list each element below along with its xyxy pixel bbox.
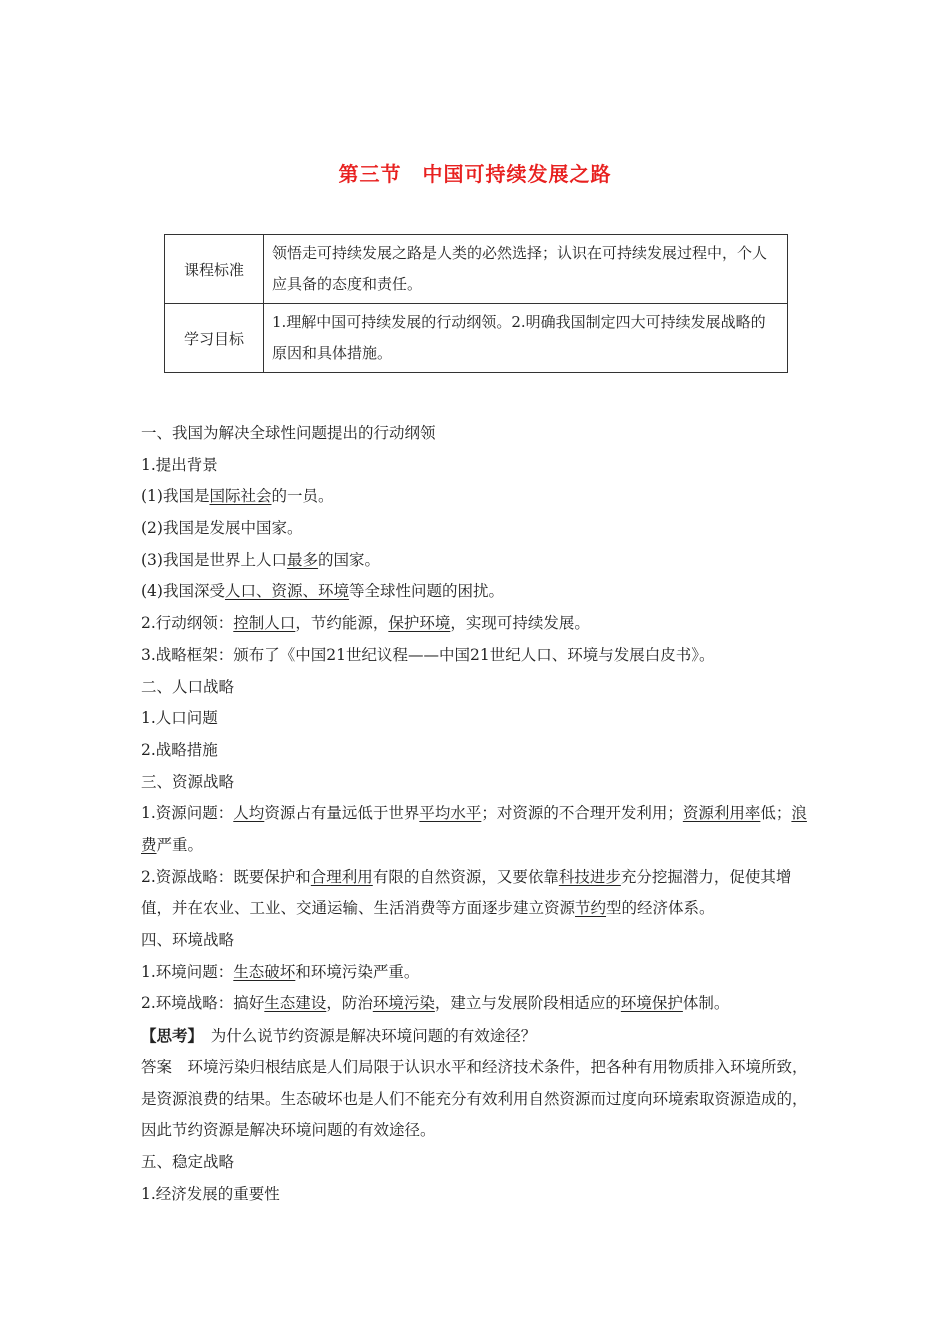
answer-blank: 环境保护: [620, 994, 683, 1013]
row-text: 1.理解中国可持续发展的行动纲领。2.明确我国制定四大可持续发展战略的原因和具体措施。: [264, 304, 788, 373]
paragraph: 2.资源战略：既要保护和合理利用有限的自然资源，又要依靠科技进步充分挖掘潜力，促使其增值，并在农业、工业、交通运输、生活消费等方面逐步建立资源节约型的经济体系。: [141, 867, 792, 918]
answer-blank: 环境污染: [372, 994, 435, 1013]
subheading: 1.提出背景: [141, 455, 218, 474]
section-heading: 四、环境战略: [141, 931, 235, 950]
answer-blank: 节约: [575, 899, 607, 918]
think-tag: 【思考】: [141, 1026, 196, 1046]
row-text: 领悟走可持续发展之路是人类的必然选择；认识在可持续发展过程中，个人应具备的态度和责任。: [264, 235, 788, 304]
paragraph: (3)我国是世界上人口最多的国家。: [141, 550, 380, 569]
answer-blank: 平均水平: [419, 804, 482, 823]
section-heading: 一、我国为解决全球性问题提出的行动纲领: [141, 424, 436, 442]
paragraph: 1.环境问题：生态破坏和环境污染严重。: [141, 962, 420, 981]
subheading: 2.战略措施: [141, 740, 218, 759]
section-heading: 三、资源战略: [141, 772, 235, 791]
table-row: [165, 235, 788, 304]
paragraph: 2.环境战略：搞好生态建设，防治环境污染，建立与发展阶段相适应的环境保护体制。: [141, 994, 730, 1013]
paragraph: (1)我国是国际社会的一员。: [141, 487, 334, 506]
answer-blank: 生态破坏: [233, 962, 296, 981]
section-heading: 五、稳定战略: [141, 1152, 235, 1171]
answer-blank: 人均: [233, 804, 265, 823]
answer-blank: 保护环境: [388, 614, 451, 633]
think-question: 【思考】 为什么说节约资源是解决环境问题的有效途径？: [141, 1026, 537, 1046]
row-label: 学习目标: [165, 304, 264, 373]
answer-blank: 合理利用: [310, 867, 373, 886]
answer-blank: 科技进步: [558, 867, 621, 886]
answer-blank: 控制人口: [233, 614, 296, 633]
paragraph: 2.行动纲领：控制人口，节约能源，保护环境，实现可持续发展。: [141, 614, 590, 633]
answer-blank: 人口、资源、环境: [224, 582, 349, 601]
answer-blank: 浪费: [141, 804, 807, 854]
answer-blank: 生态建设: [264, 994, 327, 1013]
page-title: 第三节 中国可持续发展之路: [338, 162, 612, 186]
paragraph: (4)我国深受人口、资源、环境等全球性问题的困扰。: [141, 582, 504, 601]
paragraph: 3.战略框架：颁布了《中国21世纪议程——中国21世纪人口、环境与发展白皮书》。: [141, 645, 715, 664]
answer-blank: 最多: [286, 550, 318, 569]
subheading: 1.经济发展的重要性: [141, 1184, 280, 1203]
section-heading: 二、人口战略: [141, 677, 235, 696]
answer-blank: 国际社会: [209, 487, 272, 506]
paragraph: (2)我国是发展中国家。: [141, 519, 303, 538]
answer-paragraph: 答案 环境污染归根结底是人们局限于认识水平和经济技术条件，把各种有用物质排入环境所致，是资源浪费的结果。生态破坏也是人们不能充分有效利用自然资源而过度向环境索取资源造成的，因此节约资源是解决环境问题的有效途径。: [141, 1057, 808, 1140]
document-body: [141, 418, 813, 1210]
subheading: 1.人口问题: [141, 709, 218, 728]
row-label: 课程标准: [165, 235, 264, 304]
answer-blank: 资源利用率: [682, 804, 761, 823]
table-row: [165, 304, 788, 373]
course-standards-table: [164, 234, 788, 373]
paragraph: 1.资源问题：人均资源占有量远低于世界平均水平；对资源的不合理开发利用；资源利用率低；浪费严重。: [141, 804, 807, 854]
